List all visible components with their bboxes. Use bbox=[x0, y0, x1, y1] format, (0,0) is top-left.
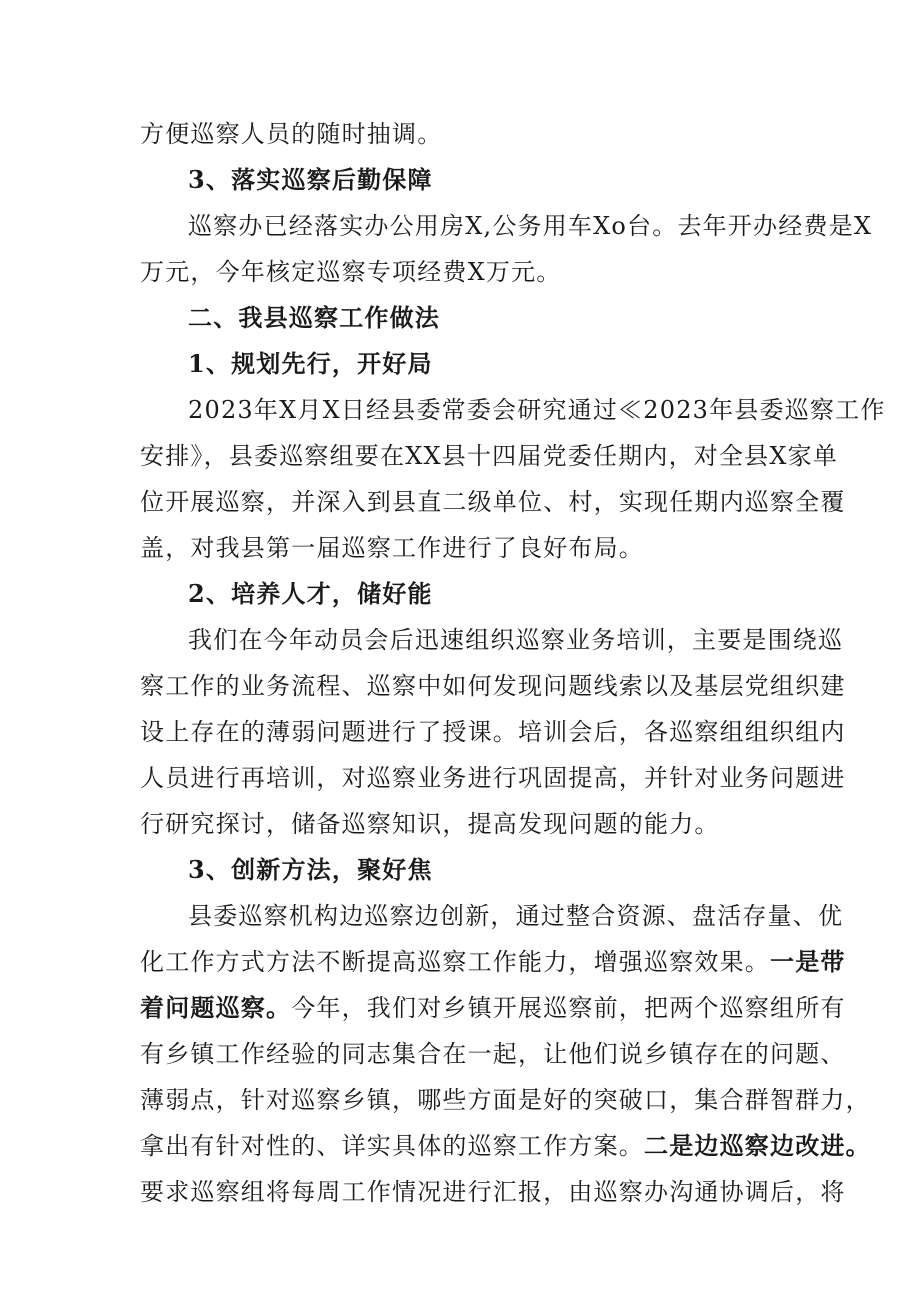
paragraph-line: 要求巡察组将每周工作情况进行汇报，由巡察办沟通协调后，将 bbox=[140, 1178, 846, 1206]
paragraph-line: 安排》，县委巡察组要在XX县十四届党委任期内，对全县X家单 bbox=[140, 442, 839, 470]
subheading-planning: 1、规划先行，开好局 bbox=[188, 349, 433, 378]
paragraph-line: 万元，今年核定巡察专项经费X万元。 bbox=[140, 258, 562, 286]
section-heading: 二、我县巡察工作做法 bbox=[188, 303, 440, 332]
paragraph-line: 2023年X月X日经县委常委会研究通过≪2023年县委巡察工作 bbox=[188, 396, 886, 424]
paragraph-line: 巡察办已经落实办公用房X,公务用车Xo台。去年开办经费是X bbox=[188, 212, 873, 240]
paragraph-line: 有乡镇工作经验的同志集合在一起，让他们说乡镇存在的问题、 bbox=[140, 1040, 846, 1068]
paragraph-line: 县委巡察机构边巡察边创新，通过整合资源、盘活存量、优 bbox=[188, 902, 844, 930]
subheading-logistics: 3、落实巡察后勤保障 bbox=[188, 165, 433, 194]
paragraph-line bbox=[140, 939, 846, 985]
paragraph-line bbox=[140, 985, 846, 1031]
paragraph-line: 我们在今年动员会后迅速组织巡察业务培训，主要是围绕巡 bbox=[188, 626, 844, 654]
paragraph-line: 薄弱点，针对巡察乡镇，哪些方面是好的突破口，集合群智群力， bbox=[140, 1086, 871, 1114]
paragraph-line: 人员进行再培训，对巡察业务进行巩固提高，并针对业务问题进 bbox=[140, 764, 846, 792]
text-run: 化工作方式方法不断提高巡察工作能力，增强巡察效果。 bbox=[140, 948, 770, 976]
paragraph-line: 察工作的业务流程、巡察中如何发现问题线索以及基层党组织建 bbox=[140, 672, 846, 700]
paragraph-line: 设上存在的薄弱问题进行了授课。培训会后，各巡察组组织组内 bbox=[140, 718, 846, 746]
bold-keyphrase: 二是边巡察边改进。 bbox=[644, 1131, 871, 1160]
subheading-talent: 2、培养人才，储好能 bbox=[188, 579, 433, 608]
paragraph-line: 方便巡察人员的随时抽调。 bbox=[140, 120, 443, 148]
paragraph-line: 行研究探讨，储备巡察知识，提高发现问题的能力。 bbox=[140, 810, 720, 838]
text-run: 拿出有针对性的、详实具体的巡察工作方案。 bbox=[140, 1132, 644, 1160]
bold-keyphrase: 着问题巡察。 bbox=[140, 993, 292, 1022]
text-run: 今年，我们对乡镇开展巡察前，把两个巡察组所有 bbox=[291, 994, 846, 1022]
paragraph-line bbox=[140, 1123, 871, 1169]
paragraph-line: 盖，对我县第一届巡察工作进行了良好布局。 bbox=[140, 534, 644, 562]
bold-keyphrase: 一是带 bbox=[770, 947, 846, 976]
subheading-innovation: 3、创新方法，聚好焦 bbox=[188, 855, 433, 884]
paragraph-line: 位开展巡察，并深入到县直二级单位、村，实现任期内巡察全覆 bbox=[140, 488, 846, 516]
